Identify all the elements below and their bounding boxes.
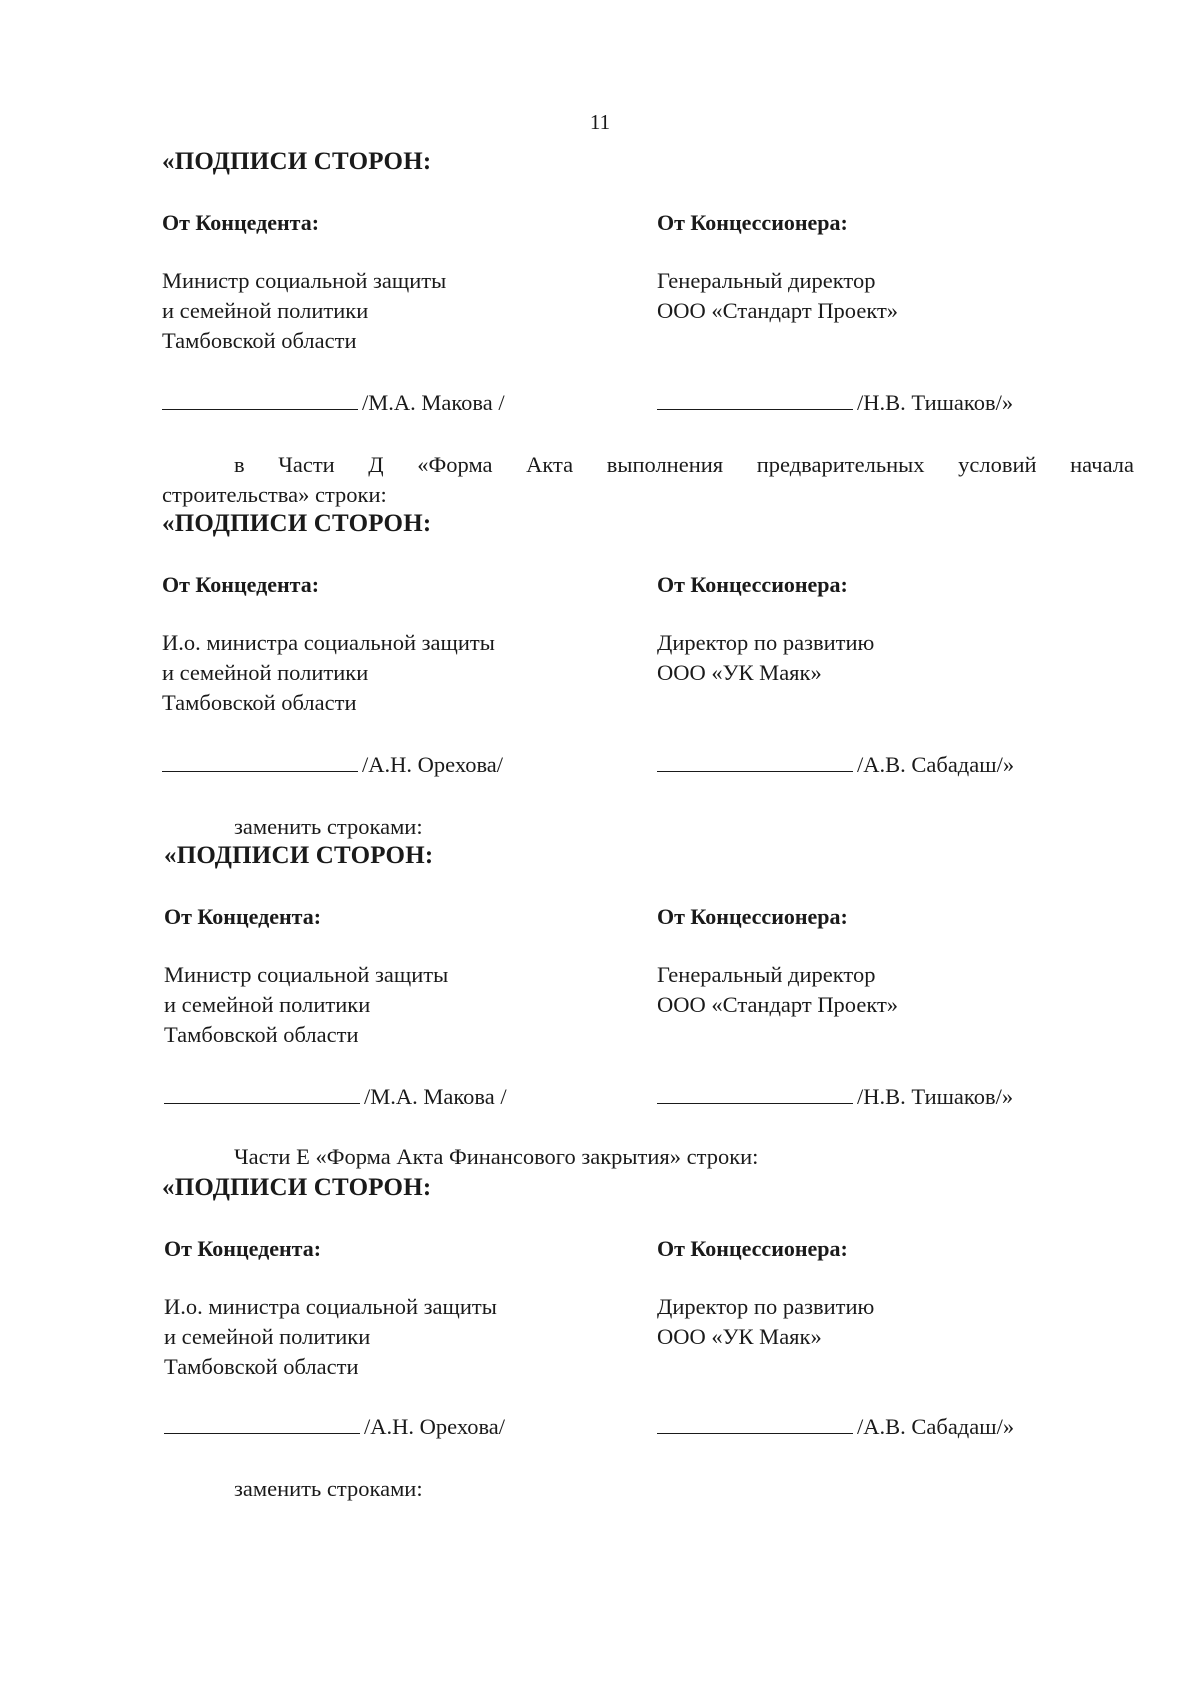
position-line: и семейной политики [162,660,369,685]
signature-name: /М.А. Макова / [362,390,505,415]
position-line: ООО «УК Маяк» [657,660,822,685]
grantor-position [162,266,446,356]
signature-name: /А.В. Сабадаш/» [857,752,1015,777]
position-line: Министр социальной защиты [164,962,449,987]
concessionaire-heading: От Концессионера: [657,1236,848,1261]
position-line: ООО «Стандарт Проект» [657,992,899,1017]
grantor-heading: От Концедента: [164,904,322,929]
position-line: ООО «УК Маяк» [657,1324,822,1349]
grantor-position [164,1292,497,1382]
signature-name: /М.А. Макова / [364,1084,507,1109]
signatures-header: «ПОДПИСИ СТОРОН: [162,148,432,175]
grantor-position [164,960,448,1050]
signature-name: /А.Н. Орехова/ [362,752,504,777]
instruction-text: заменить строками: [234,1476,423,1501]
signature-name: /А.В. Сабадаш/» [857,1414,1015,1439]
concessionaire-position [657,628,874,688]
grantor-heading: От Концедента: [162,572,320,597]
position-line: Министр социальной защиты [162,268,447,293]
signature-line [657,1103,853,1104]
grantor-signature [162,752,503,778]
signature-line [164,1103,360,1104]
signature-line [657,409,853,410]
position-line: Тамбовской области [164,1354,359,1379]
grantor-position [162,628,495,718]
signature-line [657,1433,853,1434]
signature-name: /Н.В. Тишаков/» [857,390,1014,415]
concessionaire-signature [657,390,1013,416]
signature-name: /Н.В. Тишаков/» [857,1084,1014,1109]
concessionaire-signature [657,1084,1013,1110]
position-line: и семейной политики [162,298,369,323]
concessionaire-signature [657,752,1014,778]
signature-line [657,771,853,772]
concessionaire-position [657,266,898,326]
signatures-header: «ПОДПИСИ СТОРОН: [164,842,434,869]
position-line: и семейной политики [164,1324,371,1349]
grantor-signature [164,1084,507,1110]
page-number: 11 [589,110,611,134]
concessionaire-position [657,960,898,1020]
concessionaire-heading: От Концессионера: [657,572,848,597]
grantor-signature [162,390,505,416]
position-line: И.о. министра социальной защиты [164,1294,497,1319]
instruction-line: строительства» строки: [162,482,387,507]
signature-name: /А.Н. Орехова/ [364,1414,506,1439]
grantor-heading: От Концедента: [162,210,320,235]
position-line: Тамбовской области [162,690,357,715]
position-line: ООО «Стандарт Проект» [657,298,899,323]
signatures-header: «ПОДПИСИ СТОРОН: [162,1174,432,1201]
signature-line [162,409,358,410]
concessionaire-heading: От Концессионера: [657,904,848,929]
position-line: и семейной политики [164,992,371,1017]
position-line: Тамбовской области [162,328,357,353]
position-line: Генеральный директор [657,962,876,987]
signature-line [164,1433,360,1434]
signatures-header: «ПОДПИСИ СТОРОН: [162,510,432,537]
instruction-paragraph [162,450,1134,510]
position-line: Директор по развитию [657,630,875,655]
grantor-heading: От Концедента: [164,1236,322,1261]
signature-line [162,771,358,772]
concessionaire-position [657,1292,874,1352]
concessionaire-signature [657,1414,1014,1440]
position-line: Тамбовской области [164,1022,359,1047]
instruction-text: Части Е «Форма Акта Финансового закрытия» строки: [234,1144,759,1169]
position-line: Генеральный директор [657,268,876,293]
grantor-signature [164,1414,505,1440]
instruction-line: в Части Д «Форма Акта выполнения предварительных условий начала [234,452,1134,477]
instruction-text: заменить строками: [234,814,423,839]
concessionaire-heading: От Концессионера: [657,210,848,235]
position-line: И.о. министра социальной защиты [162,630,495,655]
position-line: Директор по развитию [657,1294,875,1319]
